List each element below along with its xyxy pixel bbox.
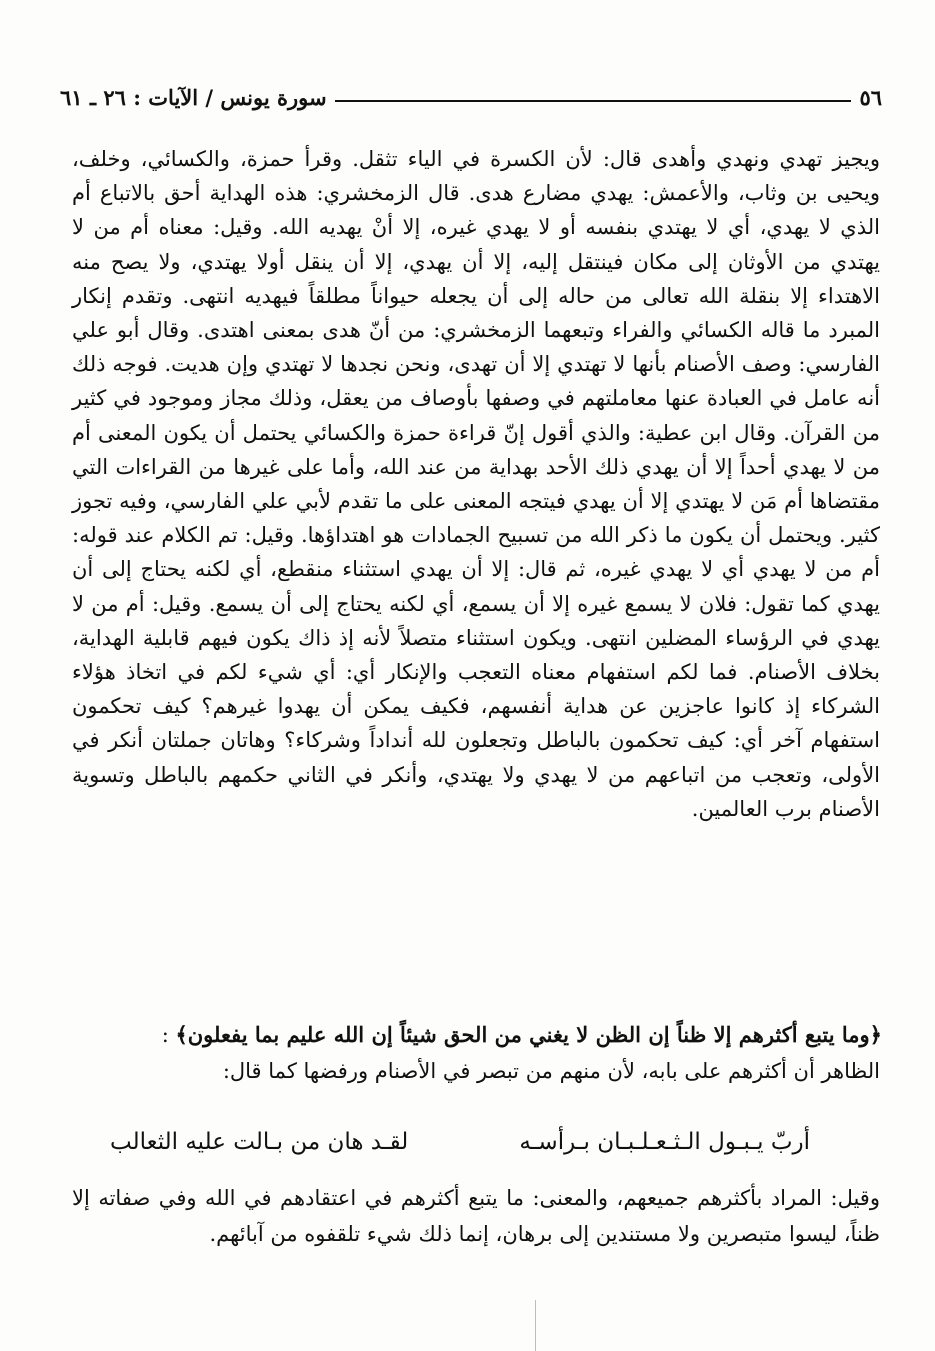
page-header xyxy=(60,76,882,110)
poem-first-hemistich: أربّ يـبـول الـثـعـلـبـان بـرأسـه xyxy=(519,1129,810,1155)
final-paragraph: وقيل: المراد بأكثرهم جميعهم، والمعنى: ما يتبع أكثرهم في اعتقادهم في الله وفي صفاته إلا ظناً، ليسوا متبصرين ولا مستندين إلى برهان، إنما ذلك شيء تلقفوه من آبائهم. xyxy=(72,1186,880,1246)
verse-heading xyxy=(72,1018,882,1052)
verse-explanation: الظاهر أن أكثرهم على بابه، لأن منهم من تبصر في الأصنام ورفضها كما قال: xyxy=(222,1059,880,1083)
poem-second-hemistich: لقـد هان من بـالت عليه الثعالب xyxy=(110,1129,409,1155)
commentary-paragraph xyxy=(72,142,880,826)
running-title: سورة يونس / الآيات : ٢٦ ـ ٦١ xyxy=(60,85,327,110)
page-number: ٥٦ xyxy=(859,85,882,110)
poem-line xyxy=(110,1124,810,1160)
binding-gutter-line xyxy=(535,1300,536,1351)
commentary-text: ويجيز تهدي ونهدي وأهدى قال: لأن الكسرة في الياء تثقل. وقرأ حمزة، والكسائي، وخلف، ويحيى بن وثاب، والأعمش: يهدي مضارع هدى. قال الزمخشري: هذه الهداية أحق بالاتباع أم الذي لا يهدي، أي لا يهتدي بنفسه أو لا يهدي غيره، إلا أنْ يهديه الله. وقيل: معناه أم من لا يهتدي من الأوثان إلى مكان فينتقل إليه، إلا أن يهدي، إلا أن ينقل أولا يهتدي، ولا يصح منه الاهتداء إلا بنقلة الله تعالى من حاله إلى أن يجعله حيواناً مطلقاً فيهديه انتهى. وتقدم إنكار المبرد ما قاله الكسائي والفراء وتبعهما الزمخشري: من أنّ هدى بمعنى اهتدى. وقال أبو علي الفارسي: وصف الأصنام بأنها لا تهتدي إلا أن تهدى، ونحن نجدها لا تهتدي وإن هديت. فوجه ذلك أنه عامل في العبادة عنها معاملتهم في وصفها بأوصاف من يعقل، وذلك مجاز وموجود في كثير من القرآن. وقال ابن عطية: والذي أقول إنّ قراءة حمزة والكسائي يحتمل أن يكون المعنى أم من لا يهدي أحداً إلا أن يهدي ذلك الأحد بهداية من عند الله، وأما على غيرها من القراءات التي مقتضاها أم مَن لا يهتدي إلا أن يهدي فيتجه المعنى على ما تقدم لأبي علي الفارسي، وفيه تجوز كثير. ويحتمل أن يكون ما ذكر الله من تسبيح الجمادات هو اهتداؤها. وقيل: تم الكلام عند قوله: أم من لا يهدي أي لا يهدي غيره، ثم قال: إلا أن يهدي استثناء منقطع، أي لكنه يحتاج إلى أن يهدي كما تقول: فلان لا يسمع غيره إلا أن يسمع، أي لكنه يحتاج إلى أن يسمع. وقيل: أم من لا يهدي في الرؤساء المضلين انتهى. ويكون استثناء متصلاً لأنه إذ ذاك يكون فيهم قابلية الهداية، بخلاف الأصنام. فما لكم استفهام معناه التعجب والإنكار أي: أي شيء لكم في اتخاذ هؤلاء الشركاء إذ كانوا عاجزين عن هداية أنفسهم، فكيف يمكن أن يهدوا غيرهم؟ كيف تحكمون استفهام آخر أي: كيف تحكمون بالباطل وتجعلون لله أنداداً وشركاء؟ وهاتان جملتان أنكر في الأولى، وتعجب من اتباعهم من لا يهدي ولا يهتدي، وأنكر في الثاني حكمهم بالباطل وتسوية الأصنام برب العالمين. xyxy=(72,147,880,821)
header-rule xyxy=(335,100,852,102)
quran-verse: ﴿وما يتبع أكثرهم إلا ظناً إن الظن لا يغني من الحق شيئاً إن الله عليم بما يفعلون﴾ xyxy=(175,1022,882,1047)
verse-suffix: : xyxy=(161,1023,176,1047)
